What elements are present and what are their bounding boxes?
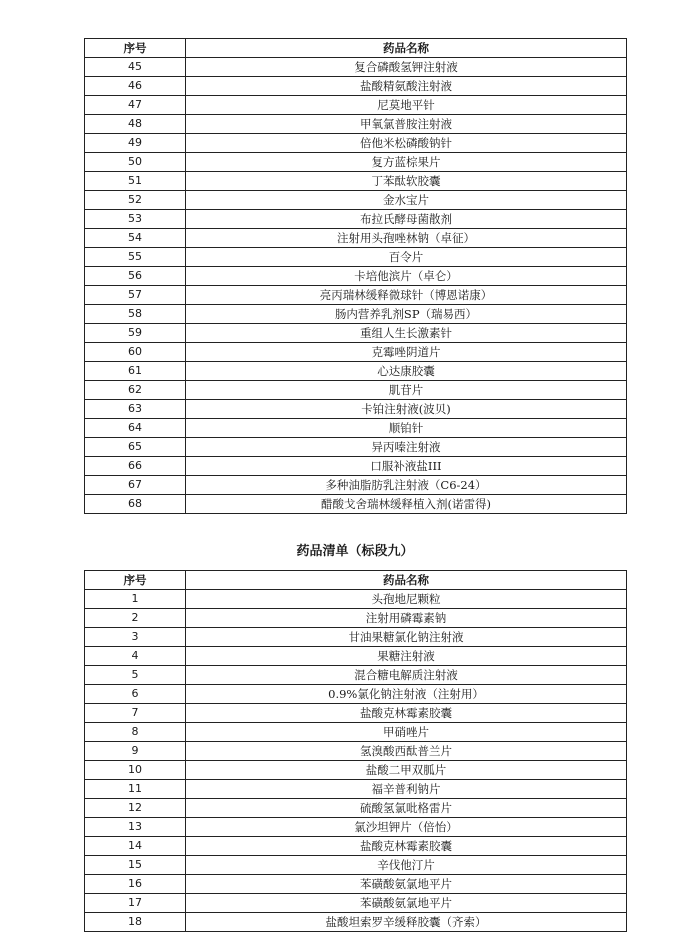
row-seq-number: 50: [85, 153, 186, 172]
row-seq-number: 49: [85, 134, 186, 153]
row-drug-name: 混合糖电解质注射液: [186, 666, 627, 685]
row-seq-number: 11: [85, 780, 186, 799]
table2-body: [85, 590, 627, 932]
row-drug-name: 氯沙坦钾片（倍怡）: [186, 818, 627, 837]
row-seq-number: 7: [85, 704, 186, 723]
row-drug-name: 盐酸精氨酸注射液: [186, 77, 627, 96]
table-row: [85, 248, 627, 267]
row-seq-number: 53: [85, 210, 186, 229]
row-drug-name: 百令片: [186, 248, 627, 267]
row-drug-name: 苯磺酸氨氯地平片: [186, 894, 627, 913]
row-drug-name: 异丙嗪注射液: [186, 438, 627, 457]
section-title-lot-nine: 药品清单（标段九）: [296, 544, 414, 559]
table-row: [85, 856, 627, 875]
row-drug-name: 复合磷酸氢钾注射液: [186, 58, 627, 77]
row-seq-number: 15: [85, 856, 186, 875]
row-seq-number: 58: [85, 305, 186, 324]
row-seq-number: 64: [85, 419, 186, 438]
table-row: [85, 894, 627, 913]
table-row: [85, 761, 627, 780]
row-drug-name: 福辛普利钠片: [186, 780, 627, 799]
table-row: [85, 818, 627, 837]
row-seq-number: 14: [85, 837, 186, 856]
drug-table-lot-nine: [84, 570, 627, 932]
row-drug-name: 卡培他滨片（卓仑）: [186, 267, 627, 286]
row-drug-name: 硫酸氢氯吡格雷片: [186, 799, 627, 818]
table-row: [85, 134, 627, 153]
row-seq-number: 63: [85, 400, 186, 419]
row-drug-name: 辛伐他汀片: [186, 856, 627, 875]
table-row: [85, 153, 627, 172]
table-row: [85, 647, 627, 666]
row-seq-number: 68: [85, 495, 186, 514]
table-row: [85, 875, 627, 894]
row-seq-number: 67: [85, 476, 186, 495]
table-row: [85, 742, 627, 761]
row-drug-name: 醋酸戈舍瑞林缓释植入剂(诺雷得): [186, 495, 627, 514]
table-row: [85, 837, 627, 856]
row-drug-name: 复方蓝棕果片: [186, 153, 627, 172]
table-row: [85, 286, 627, 305]
table-row: [85, 685, 627, 704]
row-seq-number: 3: [85, 628, 186, 647]
row-drug-name: 甲硝唑片: [186, 723, 627, 742]
table-row: [85, 628, 627, 647]
table-row: [85, 172, 627, 191]
header-seq: 序号: [85, 39, 186, 58]
table-row: [85, 666, 627, 685]
header-drug-name: 药品名称: [186, 571, 627, 590]
row-seq-number: 66: [85, 457, 186, 476]
row-seq-number: 8: [85, 723, 186, 742]
row-drug-name: 亮丙瑞林缓释微球针（博恩诺康）: [186, 286, 627, 305]
row-seq-number: 60: [85, 343, 186, 362]
row-drug-name: 肌苷片: [186, 381, 627, 400]
table-row: [85, 324, 627, 343]
row-drug-name: 克霉唑阴道片: [186, 343, 627, 362]
table-row: [85, 419, 627, 438]
row-seq-number: 45: [85, 58, 186, 77]
row-seq-number: 57: [85, 286, 186, 305]
row-drug-name: 盐酸克林霉素胶囊: [186, 704, 627, 723]
row-seq-number: 62: [85, 381, 186, 400]
row-drug-name: 盐酸坦索罗辛缓释胶囊（齐索）: [186, 913, 627, 932]
table-row: [85, 438, 627, 457]
table-row: [85, 381, 627, 400]
row-drug-name: 氢溴酸西酞普兰片: [186, 742, 627, 761]
row-seq-number: 2: [85, 609, 186, 628]
row-drug-name: 丁苯酞软胶囊: [186, 172, 627, 191]
row-seq-number: 18: [85, 913, 186, 932]
row-drug-name: 盐酸克林霉素胶囊: [186, 837, 627, 856]
table-row: [85, 362, 627, 381]
table-row: [85, 590, 627, 609]
row-seq-number: 46: [85, 77, 186, 96]
table-row: [85, 229, 627, 248]
table1-body: [85, 58, 627, 514]
row-drug-name: 0.9%氯化钠注射液（注射用）: [186, 685, 627, 704]
table-row: [85, 780, 627, 799]
row-seq-number: 12: [85, 799, 186, 818]
row-seq-number: 47: [85, 96, 186, 115]
table-row: [85, 343, 627, 362]
row-drug-name: 布拉氏酵母菌散剂: [186, 210, 627, 229]
row-seq-number: 17: [85, 894, 186, 913]
row-drug-name: 倍他米松磷酸钠针: [186, 134, 627, 153]
table-row: [85, 457, 627, 476]
row-drug-name: 多种油脂肪乳注射液（C6-24）: [186, 476, 627, 495]
row-drug-name: 顺铂针: [186, 419, 627, 438]
row-drug-name: 注射用磷霉素钠: [186, 609, 627, 628]
row-seq-number: 51: [85, 172, 186, 191]
row-seq-number: 55: [85, 248, 186, 267]
row-seq-number: 52: [85, 191, 186, 210]
row-drug-name: 头孢地尼颗粒: [186, 590, 627, 609]
table-row: [85, 305, 627, 324]
row-seq-number: 16: [85, 875, 186, 894]
row-seq-number: 54: [85, 229, 186, 248]
table-row: [85, 723, 627, 742]
table-row: [85, 913, 627, 932]
drug-table-part1: [84, 38, 627, 514]
table-row: [85, 476, 627, 495]
row-seq-number: 10: [85, 761, 186, 780]
row-seq-number: 4: [85, 647, 186, 666]
row-drug-name: 甘油果糖氯化钠注射液: [186, 628, 627, 647]
row-seq-number: 61: [85, 362, 186, 381]
table-row: [85, 191, 627, 210]
table-row: [85, 210, 627, 229]
row-seq-number: 9: [85, 742, 186, 761]
header-drug-name: 药品名称: [186, 39, 627, 58]
row-seq-number: 1: [85, 590, 186, 609]
row-drug-name: 甲氧氯普胺注射液: [186, 115, 627, 134]
table-row: [85, 609, 627, 628]
row-drug-name: 尼莫地平针: [186, 96, 627, 115]
row-drug-name: 重组人生长激素针: [186, 324, 627, 343]
row-drug-name: 苯磺酸氨氯地平片: [186, 875, 627, 894]
row-drug-name: 盐酸二甲双胍片: [186, 761, 627, 780]
row-seq-number: 6: [85, 685, 186, 704]
row-drug-name: 金水宝片: [186, 191, 627, 210]
row-drug-name: 注射用头孢唑林钠（卓征）: [186, 229, 627, 248]
table-row: [85, 799, 627, 818]
header-seq: 序号: [85, 571, 186, 590]
row-drug-name: 肠内营养乳剂SP（瑞易西）: [186, 305, 627, 324]
table-header-row: [85, 571, 627, 590]
row-seq-number: 65: [85, 438, 186, 457]
table-row: [85, 704, 627, 723]
row-seq-number: 56: [85, 267, 186, 286]
table-row: [85, 267, 627, 286]
row-drug-name: 卡铂注射液(波贝): [186, 400, 627, 419]
table-header-row: [85, 39, 627, 58]
table-row: [85, 96, 627, 115]
row-drug-name: 心达康胶囊: [186, 362, 627, 381]
table-row: [85, 58, 627, 77]
row-drug-name: 果糖注射液: [186, 647, 627, 666]
table-row: [85, 115, 627, 134]
row-seq-number: 48: [85, 115, 186, 134]
table-row: [85, 400, 627, 419]
row-seq-number: 13: [85, 818, 186, 837]
row-drug-name: 口服补液盐III: [186, 457, 627, 476]
row-seq-number: 5: [85, 666, 186, 685]
table-row: [85, 77, 627, 96]
row-seq-number: 59: [85, 324, 186, 343]
table-row: [85, 495, 627, 514]
